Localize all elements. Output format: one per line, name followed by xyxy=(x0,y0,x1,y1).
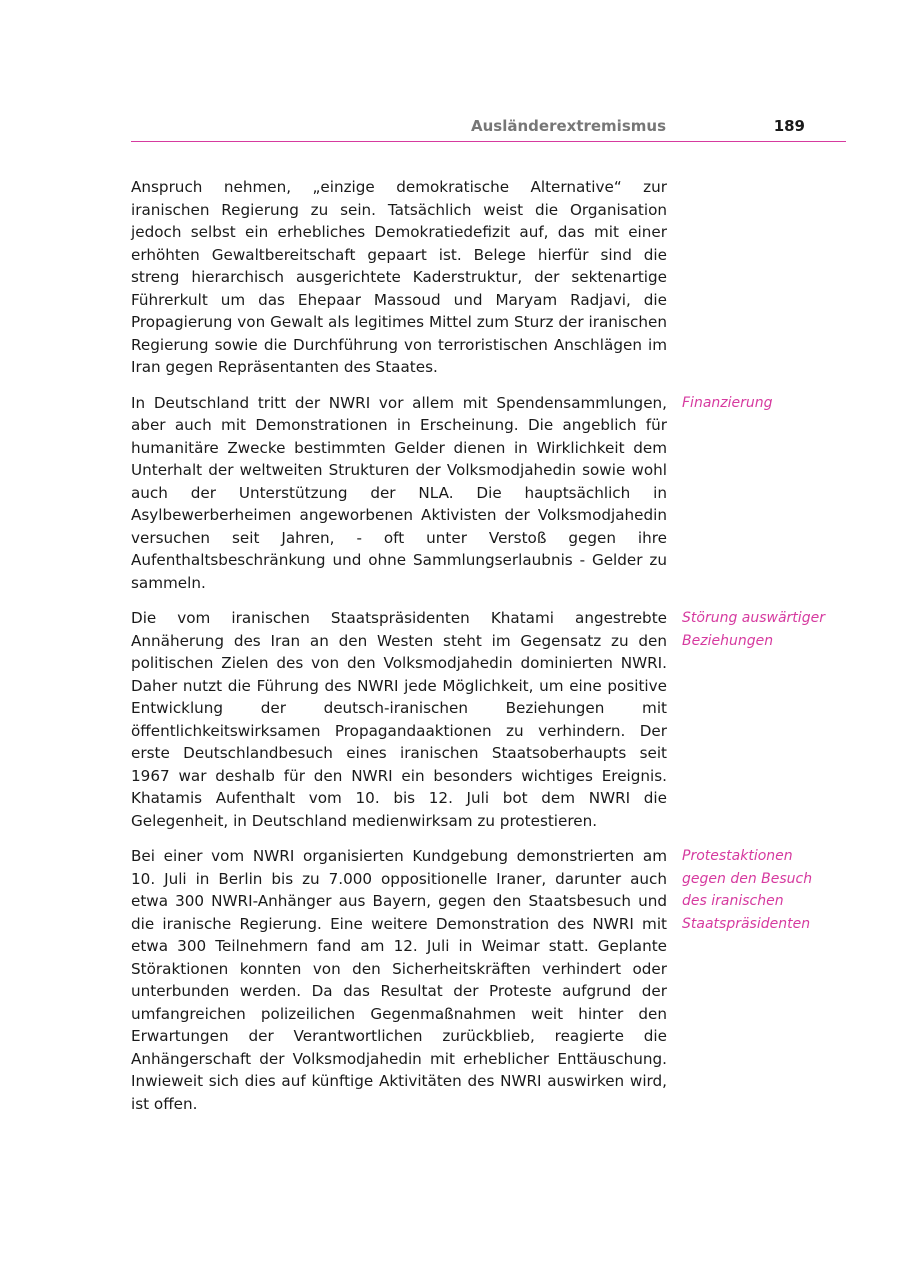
margin-note: Störung auswärtiger Beziehungen xyxy=(682,610,825,649)
paragraph-block xyxy=(131,176,846,379)
body-paragraph: Anspruch nehmen, „einzige demokratische Alternative“ zur iranischen Regierung zu sein. Tatsächlich weist die Organisation jedoch selbst ein erhebliches Demokratiedefizit auf, das mit einer erhöhten Gewaltbereitschaft gepaart ist. Belege hierfür sind die streng hierarchisch ausgerichtete Kaderstruktur, der sektenartige Führerkult um das Ehepaar Massoud und Maryam Radjavi, die Propagierung von Gewalt als legitimes Mittel zum Sturz der iranischen Regierung sowie die Durchführung von terroristischen Anschlägen im Iran gegen Repräsentanten des Staates. xyxy=(131,178,667,376)
margin-note: Protestaktionen gegen den Besuch des iranischen Staatspräsidenten xyxy=(682,848,813,932)
body-paragraph: Die vom iranischen Staatspräsidenten Khatami angestrebte Annäherung des Iran an den Westen steht im Gegensatz zu den politischen Zielen des von den Volksmodjahedin dominierten NWRI. Daher nutzt die Führung des NWRI jede Möglichkeit, um eine positive Entwicklung der deutsch-iranischen Beziehungen mit öffentlichkeitswirksamen Propagandaaktionen zu verhindern. Der erste Deutschlandbesuch eines iranischen Staatsoberhaupts seit 1967 war deshalb für den NWRI ein besonders wichtiges Ereignis. Khatamis Aufenthalt vom 10. bis 12. Juli bot dem NWRI die Gelegenheit, in Deutschland medienwirksam zu protestieren. xyxy=(131,609,667,830)
body-paragraph: In Deutschland tritt der NWRI vor allem mit Spendensammlungen, aber auch mit Demonstrationen in Erscheinung. Die angeblich für humanitäre Zwecke bestimmten Gelder dienen in Wirklichkeit dem Unterhalt der weltweiten Strukturen der Volksmodjahedin sowie wohl auch der Unterstützung der NLA. Die hauptsächlich in Asylbewerberheimen angeworbenen Aktivisten der Volksmodjahedin versuchen seit Jahren, - oft unter Verstoß gegen ihre Aufenthaltsbeschränkung und ohne Sammlungserlaubnis - Gelder zu sammeln. xyxy=(131,393,667,592)
running-title: Ausländerextremismus xyxy=(471,117,666,135)
page-header xyxy=(131,117,846,142)
page-number: 189 xyxy=(773,117,805,135)
body-paragraph: Bei einer vom NWRI organisierten Kundgebung demonstrierten am 10. Juli in Berlin bis zu 7.000 oppositionelle Iraner, darunter auch etwa 300 NWRI-Anhänger aus Bayern, gegen den Staatsbesuch und die iranische Regierung. Eine weitere Demonstration des NWRI mit etwa 300 Teilnehmern fand am 12. Juli in Weimar statt. Geplante Störaktionen konnten von den Sicherheitskräften verhindert oder unterbunden werden. Da das Resultat der Proteste aufgrund der umfangreichen polizeilichen Gegenmaßnahmen weit hinter den Erwartungen der Verantwortlichen zurückblieb, reagierte die Anhängerschaft der Volksmodjahedin mit erheblicher Enttäuschung. Inwieweit sich dies auf künftige Aktivitäten des NWRI auswirken wird, ist offen. xyxy=(131,847,667,1113)
paragraph-block xyxy=(131,607,846,832)
main-content xyxy=(131,176,846,1128)
paragraph-block xyxy=(131,845,846,1115)
margin-note: Finanzierung xyxy=(682,394,773,411)
paragraph-block xyxy=(131,392,846,595)
